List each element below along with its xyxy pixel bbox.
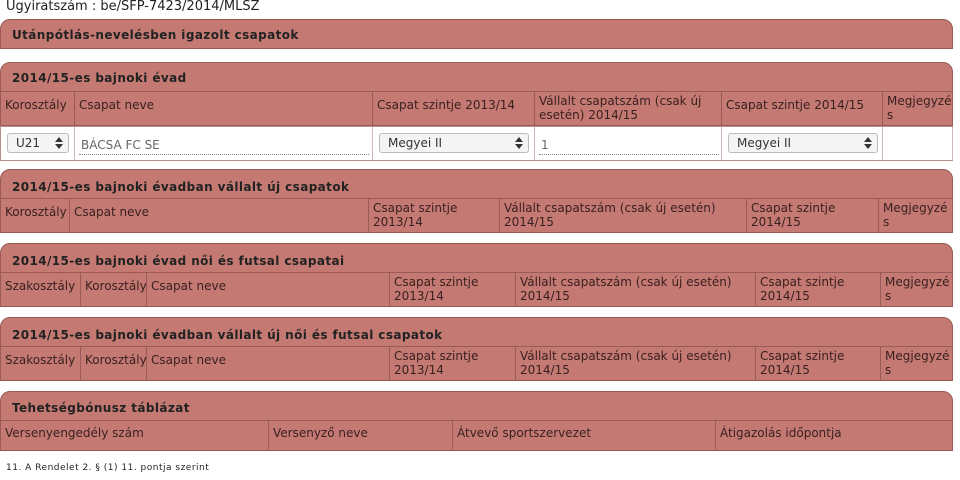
women-futsal-section-title: 2014/15-es bajnoki évad női és futsal csapatai <box>0 243 953 273</box>
col-remarks: Megjegyzé s <box>885 275 950 303</box>
new-women-futsal-header-row <box>0 347 953 381</box>
season-header-row <box>0 92 953 126</box>
age-group-cell <box>1 127 75 160</box>
col-division: Szakosztály <box>1 273 81 306</box>
new-women-futsal-section-title: 2014/15-es bajnoki évadban vállalt új női és futsal csapatok <box>0 317 953 347</box>
spinner-icon <box>54 136 64 150</box>
season-data-row <box>0 126 953 161</box>
spinner-icon <box>863 136 873 150</box>
footnote: 11. A Rendelet 2. § (1) 11. pontja szerint <box>6 463 210 473</box>
col-age-group: Korosztály <box>1 199 70 232</box>
col-player-name: Versenyző neve <box>269 421 453 450</box>
col-level-2013: Csapat szintje 2013/14 <box>390 273 516 306</box>
team-name-input[interactable]: BÁCSA FC SE <box>79 135 369 155</box>
col-receiving-club: Átvevő sportszervezet <box>453 421 716 450</box>
women-futsal-header-row <box>0 273 953 307</box>
col-remarks: Megjegyzé s <box>887 94 952 122</box>
team-name-cell <box>75 127 373 160</box>
team-count-input[interactable]: 1 <box>539 135 719 155</box>
age-group-select[interactable] <box>7 133 69 153</box>
level-2013-select[interactable] <box>379 133 529 153</box>
col-age-group: Korosztály <box>81 273 147 306</box>
col-team-name: Csapat neve <box>147 347 390 380</box>
talent-section-title: Tehetségbónusz táblázat <box>0 391 953 421</box>
talent-header-row <box>0 421 953 451</box>
document-reference: Ügyiratszám : be/SFP-7423/2014/MLSZ <box>6 0 260 14</box>
spinner-icon <box>514 136 524 150</box>
col-level-2013: Csapat szintje 2013/14 <box>373 92 535 125</box>
level-2014-cell <box>722 127 883 160</box>
col-team-count: Vállalt csapatszám (csak új esetén) 2014/15 <box>516 273 756 306</box>
team-count-cell <box>535 127 722 160</box>
age-group-value: U21 <box>16 136 41 150</box>
col-team-count: Vállalt csapatszám (csak új esetén) 2014/15 <box>516 347 756 380</box>
level-2013-value: Megyei II <box>388 136 443 150</box>
col-level-2014: Csapat szintje 2014/15 <box>747 199 879 232</box>
col-team-count: Vállalt csapatszám (csak új esetén) 2014/15 <box>500 199 747 232</box>
col-division: Szakosztály <box>1 347 81 380</box>
col-remarks: Megjegyzé s <box>883 201 948 229</box>
col-age-group: Korosztály <box>81 347 147 380</box>
col-remarks: Megjegyzé s <box>885 349 950 377</box>
col-team-name: Csapat neve <box>70 199 369 232</box>
col-level-2014: Csapat szintje 2014/15 <box>722 92 883 125</box>
youth-section-title: Utánpótlás-nevelésben igazolt csapatok <box>0 19 953 49</box>
level-2014-select[interactable] <box>728 133 878 153</box>
col-level-2013: Csapat szintje 2013/14 <box>390 347 516 380</box>
col-team-name: Csapat neve <box>147 273 390 306</box>
level-2013-cell <box>373 127 535 160</box>
col-level-2014: Csapat szintje 2014/15 <box>756 347 881 380</box>
col-license-number: Versenyengedély szám <box>1 421 269 450</box>
new-teams-header-row <box>0 199 953 233</box>
new-teams-section-title: 2014/15-es bajnoki évadban vállalt új csapatok <box>0 169 953 199</box>
col-level-2013: Csapat szintje 2013/14 <box>369 199 500 232</box>
col-age-group: Korosztály <box>1 92 75 125</box>
level-2014-value: Megyei II <box>737 136 792 150</box>
col-level-2014: Csapat szintje 2014/15 <box>756 273 881 306</box>
remarks-cell[interactable] <box>883 127 953 160</box>
col-team-name: Csapat neve <box>75 92 373 125</box>
col-team-count: Vállalt csapatszám (csak új esetén) 2014/15 <box>535 92 722 125</box>
col-transfer-date: Átigazolás időpontja <box>720 426 842 440</box>
season-section-title: 2014/15-es bajnoki évad <box>0 62 953 92</box>
